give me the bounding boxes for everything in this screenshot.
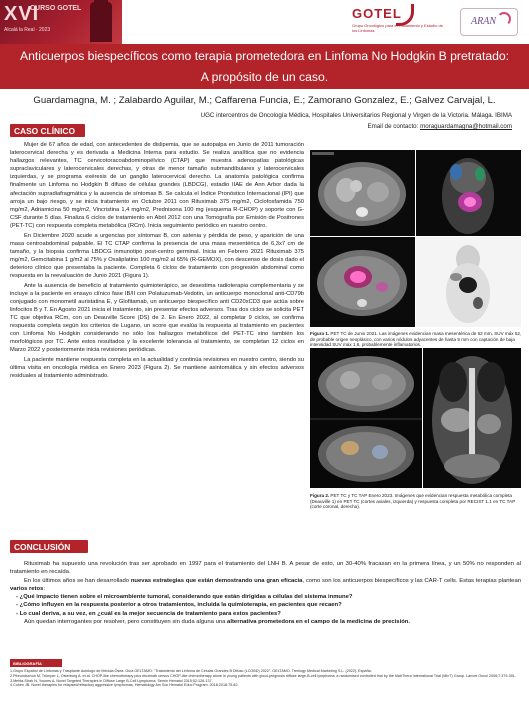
conclusion-paragraph: Rituximab ha supuesto una revolución tras ser aprobado en 1997 para el tratamiento del LNH B. A pesar de esto, un 30-40% fracasan en la primera línea, y un 50% no responden al tratamiento en recaída. xyxy=(10,561,521,576)
conclusion-paragraph xyxy=(10,618,521,626)
ct-axial-scan xyxy=(310,150,415,236)
figure1-caption xyxy=(310,331,522,348)
poster-title-band xyxy=(0,44,529,89)
figure1-caption-label: Figura 1. xyxy=(310,331,330,336)
bibliography-item: 3.Mehta-Shah N, Younes A. Novel Targeted Therapies in Diffuse Large B-Cell Lymphoma. Semin Hematol 2015;52:126-137. xyxy=(10,678,213,683)
ct-coronal-scan xyxy=(423,348,521,488)
email-link[interactable]: moraguardamagna@hotmail.com xyxy=(420,123,512,130)
pet-mip-scan xyxy=(416,237,521,327)
conclusion-text-run: Aún quedan interrogantes por resolver, pero constituyen sin duda alguna una xyxy=(24,619,228,626)
clinico-paragraph: Ante la ausencia de beneficio al tratamiento quimioterápico, se desestima radioterapia complementaria y se incluye a la paciente en ensayo clínico fase IB/II con Polatuzumab-Vedotin, un anticuerpo monoclonal anti-CD79b conjugado con monometil auristatina E, y Glofitamab, un anticuerpo biespecífico anti CD20xCD3 que actúa sobre linfocitos B y T. En Agosto 2021 inicia el tratamiento, sin presentar efectos adversos. Tras dos ciclos se solicita PET TC que objetiva RCm, con un Deauville Score (DS) de 2. En Enero 2022, al completar 9 ciclos, se confirma respuesta completa según los criterios de Lugano, un score que evalúa la respuesta al tratamiento en pacientes con Linfoma No Hodgkin considerando no sólo los hallazgos metabólicos del PET-TC sino también los morfológicos por TC. Ante estos resultados y la excelente tolerancia al tratamiento, se completan 12 ciclos en Marzo 2022 y posteriormente inicia revisiones periódicas. xyxy=(10,282,304,354)
bibliography-item: 4.Cohen JB. Novel therapies for relapsed/refractory aggressive lymphomas. Hematology Am Soc Hematol Educ Program. 2018;2018:75-82. xyxy=(10,683,239,688)
section-heading-conclusion: CONCLUSIÓN xyxy=(10,540,88,553)
figure2-caption-label: Figura 2. xyxy=(310,493,330,498)
conclusion-question: - ¿Qué impacto tienen sobre el microambiente tumoral, considerando que están dirigidas a células del sistema inmune? xyxy=(16,594,353,601)
bibliography-list xyxy=(10,669,521,688)
figure1-mip-image xyxy=(416,237,521,327)
pet-coronal-scan xyxy=(416,150,521,236)
conclusion-paragraph xyxy=(10,577,521,594)
affiliation: UGC intercentros de Oncología Médica, Hospitales Universitarios Regional y Virgen de la Victoria. Málaga. IBIMA xyxy=(200,112,512,119)
figure1-pet-coronal-image xyxy=(416,150,521,236)
figure1-pet-axial-image xyxy=(310,237,415,327)
clinico-paragraph: Mujer de 67 años de edad, con antecedentes de dislipemia, que se autopalpa en Junio de 2011 tumoración laterocervical derecha y es derivada a Medicina Interna para estudio. Se realiza analítica que no evidencia hallazgos relevantes, TC cervicotoracoabdominopélvico (CTAP) que muestra adenopatías patológicas supraclaviculares y laterocervicales derechas, y otras de menor tamaño submandibulares y laterocervicales izquierdas, y se programa exéresis de un ganglio laterocervical derecho. La anatomía patológica confirma finalmente un Linfoma no Hodgkin B difuso de células grandes (LBDCG), estadio IIAE de Ann Arbor dada la afectación supradiafragmática y la ausencia de síntomas B. Se calcula el Índice Pronóstico Internacional (IPI) que arroja un bajo riesgo, y se inicia tratamiento en Octubre 2011 con Rituximab 375 mg/m2, Ciclofosfamida 750 mg/m2, Adriamicina 50 mg/m2, Vincristina 1,4 mg/m2, Prednisona 100 mg (esquema R-CHOP) y soporte con G-CSF durante 5 días. Finaliza 6 ciclos de tratamiento en Abril 2012 con una Tomografía por Emisión de Positrones (PET-TC) con respuesta completa metabólica (RCm). Inicia seguimiento periódico en nuestro centro. xyxy=(10,142,304,229)
conclusion-emphasis: nuevas estrategias que están demostrando una gran eficacia xyxy=(130,577,303,584)
figure1-caption-text: PET TC de Junio 2021. Las imágenes evidencian masa mesentérica de 62 mm, SUV máx 52, de probable origen neoplásico, con varios nódulos adyacentes de hasta 9 mm con captación de baja intensidad SUV máx 1,6, probablemente inflamatorios. xyxy=(310,331,522,348)
gotel-logo xyxy=(350,4,446,40)
conclusion-question: - Lo cual deriva, a su vez, en ¿cuál es la mejor secuencia de tratamiento para estos pacientes? xyxy=(16,610,281,617)
authors: Guardamagna, M. ; Zalabardo Aguilar, M.; Caffarena Funcia, E.; Zamorano Gonzalez, E.; Galvez Carvajal, L. xyxy=(33,95,496,106)
clinico-paragraph: En Diciembre 2020 acude a urgencias por síntomas B, con astenia y pérdida de peso, y aparición de una masa centroabdominal palpable. El TC CTAP confirma la presencia de una masa mesentérica de 6,3x7 cm de tamaño, y la biopsia confirma LBDCG inmunotipo post-centro germinal. Inicia en Febrero 2021 Rituximab 375 mg/m2, Gemcitabina 1 g/m2 al 75% y Oxaliplatino 100 mg/m2 al 65% (R-GEMOX), con descenso de dosis dado el deterioro clínico que presentaba la paciente. Completa 6 ciclos de tratamiento con progresión abdominal como respuesta en la reevaluación de Junio 2021 (Figura 1). xyxy=(10,232,304,279)
gotel-logo-name: GOTEL xyxy=(352,6,402,21)
conclusion-text-run: , como son los anticuerpos biespecíficos y las CAR-T cells. Estas terapias plantean xyxy=(302,577,521,584)
section-heading-caso-clinico: CASO CLÍNICO xyxy=(10,124,85,137)
bibliography-item: 2.Pfreundschuh M, Trümper L, Österborg A, et al. CHOP-like chemotherapy plus rituximab versus CHOP-like chemotherapy alone in young patients with good-prognosis diffuse large-B-cell lymphoma: a randomised controlled trial by the MabThera International Trial (MInT) Group. Lancet Oncol 2006;7:379-391. xyxy=(10,673,516,678)
course-logo-title: CURSO GOTEL xyxy=(30,5,82,12)
figure2-caption xyxy=(310,493,522,510)
bibliography-item: 1.Grupo Español de Linfomas y Trasplante Autólogo de Médula Ósea. Guía GELTAMO: "Tratamiento del Linfoma de Células Grandes B Difuso (LCGBD) 2022". GELTAMO. Treelogy Medical Marketing S.L. (2022). España. xyxy=(10,669,372,673)
conclusion-emphasis: alternativa prometedora en el campo de la medicina de precisión. xyxy=(227,619,411,626)
caso-clinico-text xyxy=(10,141,304,382)
figure1-ct-axial-image xyxy=(310,150,415,236)
figure2-ct-coronal-image xyxy=(423,348,521,488)
aran-arc-icon xyxy=(497,12,511,26)
poster-title-line1: Anticuerpos biespecíficos como terapia prometedora en Linfoma No Hodgkin B pretratado: xyxy=(19,49,510,63)
poster-title-line2: A propósito de un caso. xyxy=(200,70,329,84)
figure2-caption-text: PET TC y TC TAP Enero 2023. Imágenes que evidencian respuesta metabólica completa (Deauville 1) en PET TC (cortes axiales, izquierda) y respuesta completa por RECIST 1.1 en TC TAP (corte coronal, derecha). xyxy=(310,493,516,510)
castle-tower-icon xyxy=(90,2,112,42)
pet-axial-scan xyxy=(310,237,415,327)
email-label: Email de contacto: xyxy=(367,123,419,130)
conclusion-text xyxy=(10,560,521,626)
aran-logo-name: ARAN xyxy=(471,16,496,27)
poster-header xyxy=(0,0,529,44)
conclusion-text-run: : xyxy=(43,585,46,592)
conclusion-text-run: En los últimos años se han desarrollado xyxy=(24,577,131,584)
course-logo-number: XVI xyxy=(4,3,40,25)
course-logo xyxy=(0,0,122,44)
figure2-pet-axial-images xyxy=(310,348,422,488)
gotel-logo-subtitle: Grupo Oncológico para el Tratamiento y Estudio de los Linfomas xyxy=(352,23,443,33)
conclusion-emphasis: varios retos xyxy=(10,585,44,592)
course-logo-location: Alcalá la Real · 2023 xyxy=(4,27,51,33)
clinico-paragraph: La paciente mantiene respuesta completa en la actualidad y continúa revisiones en nuestro centro, siendo su última visita en oncología médica en Enero 2023 (Figura 2). Se mantiene asintomática y sin efectos adversos residuales al tratamiento administrado. xyxy=(10,356,304,380)
aran-logo xyxy=(460,8,518,36)
pet-ct-axial-pair xyxy=(310,348,422,488)
section-heading-bibliografia: BIBLIOGRAFÍA xyxy=(10,659,62,667)
conclusion-question: - ¿Cómo influyen en la respuesta posterior a otros tratamientos, incluida la quimioterapia, en pacientes que recaen? xyxy=(16,602,342,609)
